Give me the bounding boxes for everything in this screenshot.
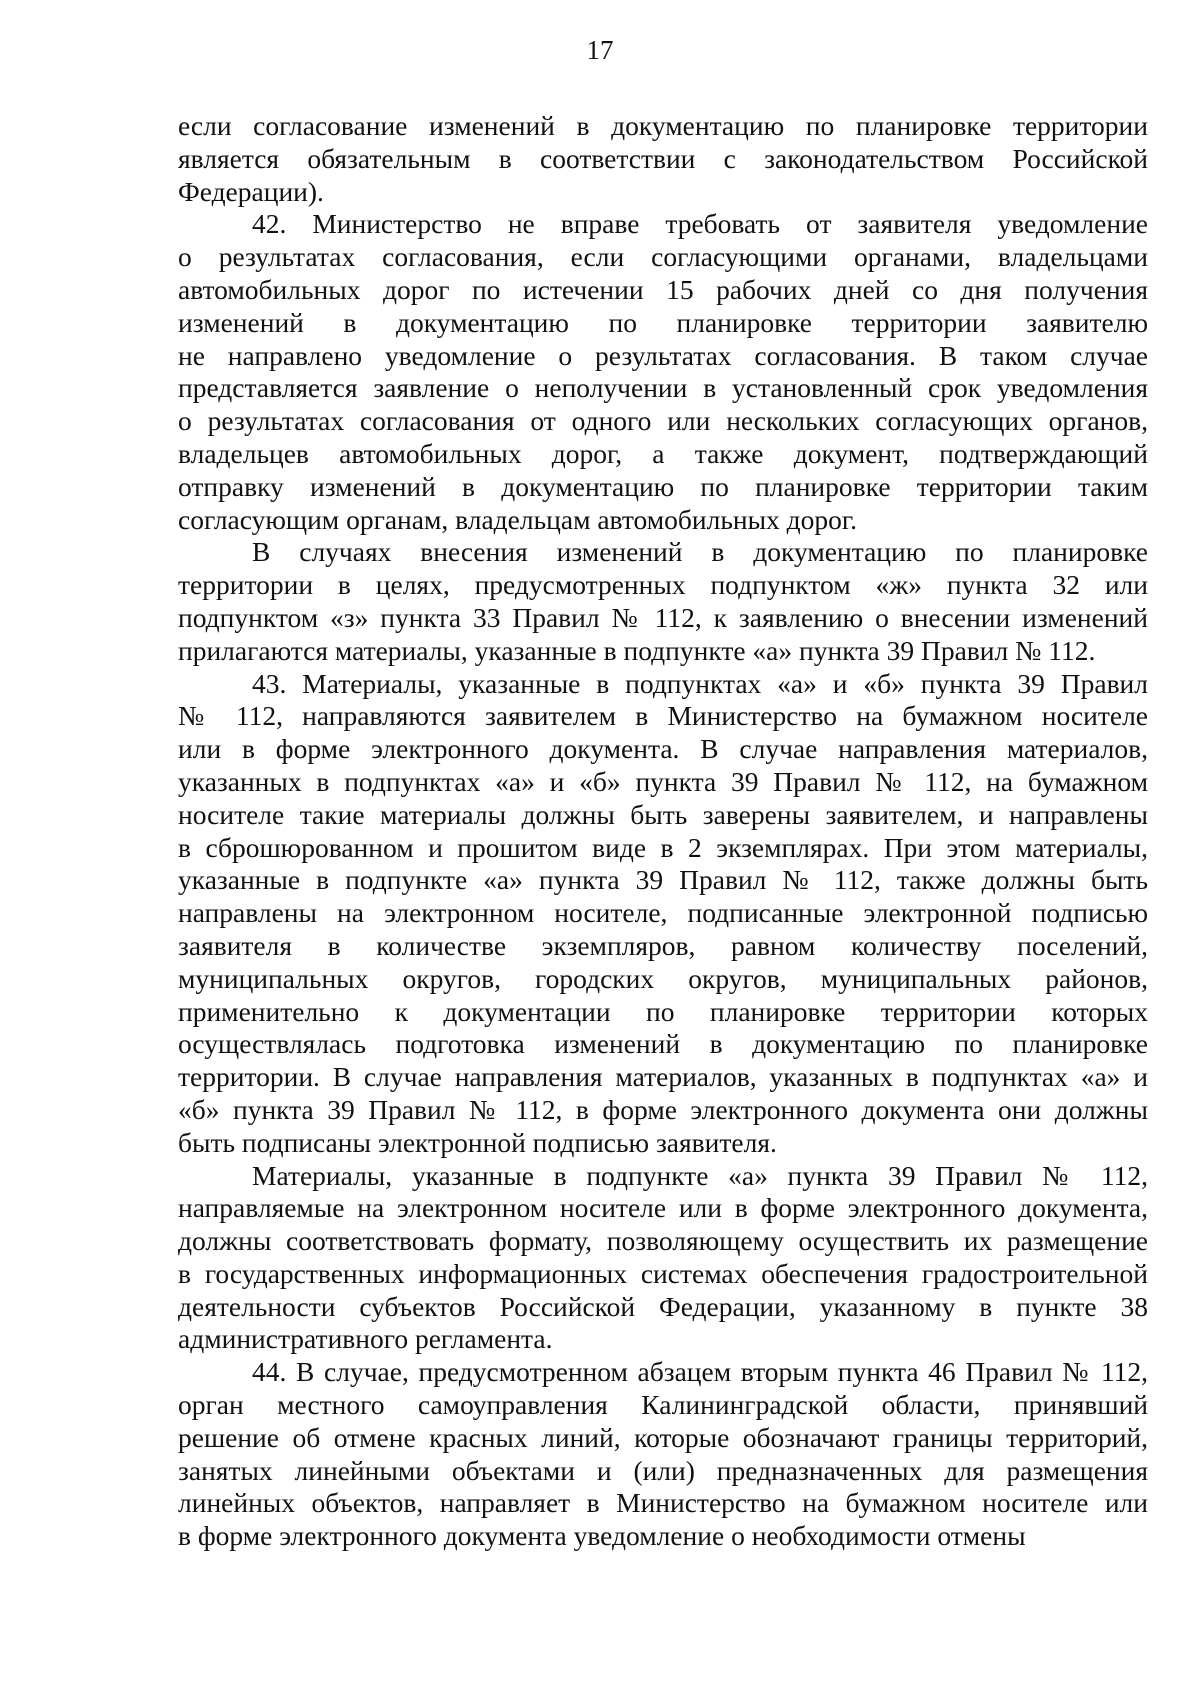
- text-line: заявителя в количестве экземпляров, равном количеству поселений,: [178, 929, 1148, 961]
- paragraph-p42: [178, 208, 1148, 536]
- text-line: направлены на электронном носителе, подписанные электронной подписью: [178, 897, 1148, 929]
- text-line: изменений в документацию по планировке территории заявителю: [178, 306, 1148, 338]
- text-line: прилагаются материалы, указанные в подпункте «а» пункта 39 Правил № 112.: [178, 634, 1096, 666]
- text-line: в форме электронного документа уведомление о необходимости отмены: [178, 1520, 1026, 1552]
- text-line: орган местного самоуправления Калининградской области, принявший: [178, 1389, 1148, 1421]
- text-line: направляемые на электронном носителе или в форме электронного документа,: [178, 1192, 1148, 1224]
- text-line: В случаях внесения изменений в документацию по планировке: [252, 536, 1148, 568]
- paragraph-p42b: [178, 536, 1148, 667]
- text-line: линейных объектов, направляет в Министерство на бумажном носителе или: [178, 1487, 1148, 1519]
- text-line: применительно к документации по планировке территории которых: [178, 995, 1148, 1027]
- paragraph-p43: [178, 668, 1148, 1160]
- text-line: занятых линейными объектами и (или) предназначенных для размещения: [178, 1454, 1148, 1486]
- text-line: в государственных информационных системах обеспечения градостроительной: [178, 1257, 1148, 1289]
- text-line: носителе такие материалы должны быть заверены заявителем, и направлены: [178, 798, 1148, 830]
- text-line: быть подписаны электронной подписью заявителя.: [178, 1126, 777, 1158]
- text-line: 43. Материалы, указанные в подпунктах «а» и «б» пункта 39 Правил: [252, 667, 1148, 699]
- text-line: о результатах согласования, если согласующими органами, владельцами: [178, 241, 1148, 273]
- text-line: согласующим органам, владельцам автомобильных дорог.: [178, 503, 857, 535]
- text-line: в сброшюрованном и прошитом виде в 2 экземплярах. При этом материалы,: [178, 831, 1148, 863]
- text-line: владельцев автомобильных дорог, а также документ, подтверждающий: [178, 437, 1148, 469]
- text-line: должны соответствовать формату, позволяющему осуществить их размещение: [178, 1225, 1148, 1257]
- paragraph-p0: [178, 110, 1148, 208]
- text-line: если согласование изменений в документацию по планировке территории: [178, 110, 1148, 141]
- text-line: территории в целях, предусмотренных подпунктом «ж» пункта 32 или: [178, 569, 1148, 601]
- text-line: или в форме электронного документа. В случае направления материалов,: [178, 733, 1148, 765]
- text-line: является обязательным в соответствии с законодательством Российской: [178, 142, 1148, 174]
- text-line: отправку изменений в документацию по планировке территории таким: [178, 470, 1148, 502]
- text-line: не направлено уведомление о результатах согласования. В таком случае: [178, 339, 1148, 371]
- paragraph-p43b: [178, 1160, 1148, 1357]
- paragraph-p44: [178, 1356, 1148, 1553]
- text-line: 44. В случае, предусмотренном абзацем вторым пункта 46 Правил № 112,: [252, 1356, 1148, 1388]
- text-line: 42. Министерство не вправе требовать от заявителя уведомление: [252, 208, 1148, 240]
- text-line: Федерации).: [178, 175, 324, 207]
- text-line: муниципальных округов, городских округов, муниципальных районов,: [178, 962, 1148, 994]
- text-line: деятельности субъектов Российской Федерации, указанному в пункте 38: [178, 1290, 1148, 1322]
- text-line: Материалы, указанные в подпункте «а» пункта 39 Правил № 112,: [252, 1159, 1148, 1191]
- text-line: автомобильных дорог по истечении 15 рабочих дней со дня получения: [178, 273, 1148, 305]
- text-line: указанных в подпунктах «а» и «б» пункта 39 Правил № 112, на бумажном: [178, 765, 1148, 797]
- text-line: «б» пункта 39 Правил № 112, в форме электронного документа они должны: [178, 1093, 1148, 1125]
- text-line: решение об отмене красных линий, которые обозначают границы территорий,: [178, 1421, 1148, 1453]
- text-line: осуществлялась подготовка изменений в документацию по планировке: [178, 1028, 1148, 1060]
- text-line: № 112, направляются заявителем в Министерство на бумажном носителе: [178, 700, 1148, 732]
- text-line: о результатах согласования от одного или нескольких согласующих органов,: [178, 405, 1148, 437]
- text-line: указанные в подпункте «а» пункта 39 Правил № 112, также должны быть: [178, 864, 1148, 896]
- document-body: [178, 110, 1148, 1553]
- text-line: территории. В случае направления материалов, указанных в подпунктах «а» и: [178, 1061, 1148, 1093]
- page-number: 17: [586, 35, 614, 65]
- text-line: подпунктом «з» пункта 33 Правил № 112, к заявлению о внесении изменений: [178, 601, 1148, 633]
- text-line: административного регламента.: [178, 1323, 553, 1355]
- text-line: представляется заявление о неполучении в установленный срок уведомления: [178, 372, 1148, 404]
